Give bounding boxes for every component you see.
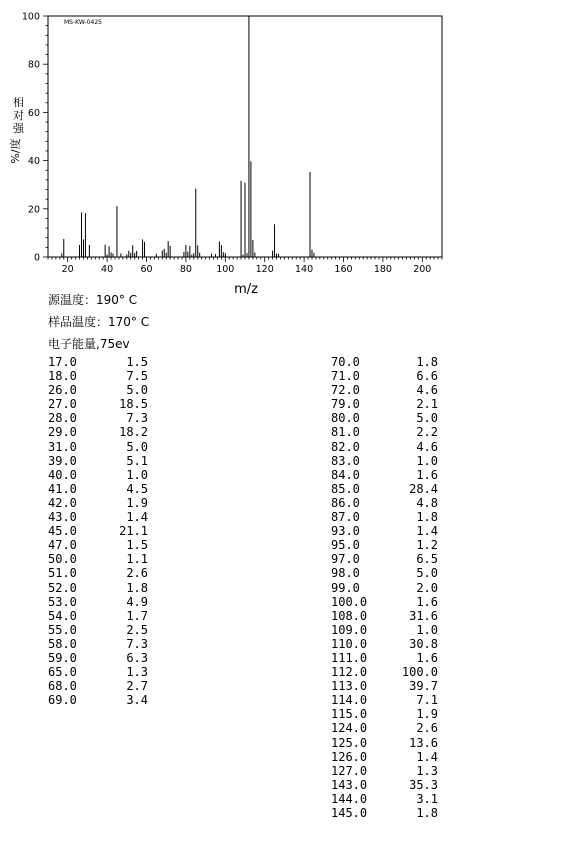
abundance-value: 2.0 [416,580,438,595]
table-row [331,792,438,806]
table-row [48,355,148,369]
mz-value: 127.0 [331,763,368,778]
peak-table-left [48,355,148,707]
abundance-value: 1.7 [126,608,148,623]
y-axis-label-vertical: 相对强 [13,96,24,135]
mz-value: 99.0 [331,580,360,595]
abundance-value: 5.0 [416,566,438,581]
mz-value: 42.0 [48,495,77,510]
sample-temperature: 样品温度：170° C [48,315,150,329]
table-row [331,524,438,538]
abundance-value: 31.6 [409,608,438,623]
abundance-value: 7.3 [126,636,148,651]
table-row [331,581,438,595]
table-row [48,651,148,665]
x-tick-label: 200 [413,264,432,275]
x-axis-label: m/z [234,282,258,297]
mz-value: 115.0 [331,707,368,722]
peak-table-right [331,355,438,820]
table-row [331,369,438,383]
table-row [48,609,148,623]
table-row [331,397,438,411]
mass-spectrum-chart [0,0,570,300]
mz-value: 31.0 [48,439,77,454]
mz-value: 114.0 [331,693,368,708]
abundance-value: 2.5 [126,622,148,637]
y-tick-label: 20 [27,204,40,216]
mz-value: 71.0 [331,369,360,384]
abundance-value: 1.1 [126,552,148,567]
mz-value: 39.0 [48,453,77,468]
table-row [48,693,148,707]
table-row [331,750,438,764]
mz-value: 41.0 [48,481,77,496]
table-row [331,736,438,750]
abundance-value: 1.9 [416,707,438,722]
abundance-value: 100.0 [401,665,438,680]
abundance-value: 1.5 [126,355,148,369]
table-row [331,454,438,468]
mz-value: 86.0 [331,495,360,510]
abundance-value: 4.6 [416,383,438,398]
abundance-value: 1.3 [126,665,148,680]
table-row [48,566,148,580]
abundance-value: 21.1 [119,524,148,539]
table-row [331,468,438,482]
table-row [331,693,438,707]
mz-value: 125.0 [331,735,368,750]
mz-value: 82.0 [331,439,360,454]
table-row [331,637,438,651]
table-row [48,679,148,693]
table-row [48,369,148,383]
abundance-value: 1.3 [416,763,438,778]
table-row [48,595,148,609]
table-row [331,623,438,637]
chart-ticks [22,12,442,276]
mz-value: 52.0 [48,580,77,595]
abundance-value: 1.6 [416,594,438,609]
abundance-value: 2.6 [416,721,438,736]
mz-value: 43.0 [48,510,77,525]
table-row [48,454,148,468]
abundance-value: 7.5 [126,369,148,384]
mz-value: 93.0 [331,524,360,539]
mz-value: 111.0 [331,650,368,665]
mz-value: 144.0 [331,791,368,806]
abundance-value: 4.6 [416,439,438,454]
mz-value: 54.0 [48,608,77,623]
abundance-value: 4.9 [126,594,148,609]
abundance-value: 1.0 [416,453,438,468]
abundance-value: 18.2 [119,425,148,440]
abundance-value: 3.4 [126,693,148,708]
mz-value: 97.0 [331,552,360,567]
abundance-value: 2.7 [126,679,148,694]
mz-value: 72.0 [331,383,360,398]
table-row [331,383,438,397]
table-row [331,806,438,820]
table-row [48,623,148,637]
abundance-value: 5.0 [126,439,148,454]
mz-value: 27.0 [48,397,77,412]
abundance-value: 1.4 [416,749,438,764]
mz-value: 110.0 [331,636,368,651]
mz-value: 28.0 [48,411,77,426]
abundance-value: 1.8 [416,355,438,369]
chart-peaks [62,16,314,257]
y-tick-label: 0 [33,252,40,264]
abundance-value: 1.5 [126,538,148,553]
mz-value: 126.0 [331,749,368,764]
table-row [48,538,148,552]
x-tick-label: 160 [334,264,353,275]
mz-value: 29.0 [48,425,77,440]
abundance-value: 1.6 [416,467,438,482]
abundance-value: 35.3 [409,777,438,792]
mz-value: 45.0 [48,524,77,539]
x-tick-label: 60 [140,264,153,275]
table-row [48,383,148,397]
y-axis-label: %/度 [9,138,22,164]
mz-value: 79.0 [331,397,360,412]
abundance-value: 1.6 [416,650,438,665]
mz-value: 112.0 [331,665,368,680]
table-row [331,552,438,566]
abundance-value: 1.0 [126,467,148,482]
abundance-value: 13.6 [409,735,438,750]
x-tick-label: 80 [179,264,192,275]
table-row [48,468,148,482]
table-row [331,482,438,496]
abundance-value: 2.6 [126,566,148,581]
mz-value: 81.0 [331,425,360,440]
x-tick-label: 180 [373,264,392,275]
table-row [48,665,148,679]
abundance-value: 1.4 [416,524,438,539]
mz-value: 95.0 [331,538,360,553]
mz-value: 50.0 [48,552,77,567]
table-row [331,566,438,580]
mz-value: 80.0 [331,411,360,426]
abundance-value: 1.8 [126,580,148,595]
abundance-value: 1.0 [416,622,438,637]
mz-value: 65.0 [48,665,77,680]
table-row [331,595,438,609]
table-row [331,651,438,665]
abundance-value: 5.0 [416,411,438,426]
abundance-value: 6.5 [416,552,438,567]
abundance-value: 28.4 [409,481,438,496]
table-row [331,510,438,524]
table-row [48,552,148,566]
table-row [331,778,438,792]
abundance-value: 7.3 [126,411,148,426]
mz-value: 108.0 [331,608,368,623]
table-row [331,707,438,721]
abundance-value: 1.8 [416,806,438,820]
abundance-value: 1.9 [126,495,148,510]
abundance-value: 6.6 [416,369,438,384]
mz-value: 47.0 [48,538,77,553]
table-row [48,425,148,439]
abundance-value: 2.2 [416,425,438,440]
sample-id-label: MS-KW-0425 [64,19,102,26]
abundance-value: 5.1 [126,453,148,468]
mz-value: 145.0 [331,806,368,820]
x-tick-label: 140 [295,264,314,275]
mz-value: 69.0 [48,693,77,708]
abundance-value: 4.5 [126,481,148,496]
table-row [331,721,438,735]
abundance-value: 6.3 [126,650,148,665]
table-row [48,524,148,538]
mz-value: 58.0 [48,636,77,651]
x-tick-label: 20 [61,264,74,275]
mz-value: 143.0 [331,777,368,792]
mz-value: 55.0 [48,622,77,637]
abundance-value: 5.0 [126,383,148,398]
table-row [48,496,148,510]
table-row [331,679,438,693]
x-tick-label: 100 [216,264,235,275]
abundance-value: 1.2 [416,538,438,553]
mz-value: 40.0 [48,467,77,482]
abundance-value: 4.8 [416,495,438,510]
mz-value: 68.0 [48,679,77,694]
mz-value: 113.0 [331,679,368,694]
abundance-value: 2.1 [416,397,438,412]
electron-energy: 电子能量,75ev [48,337,130,351]
table-row [48,397,148,411]
abundance-value: 1.8 [416,510,438,525]
table-row [331,538,438,552]
abundance-value: 7.1 [416,693,438,708]
table-row [48,411,148,425]
y-tick-label: 40 [27,156,40,168]
mz-value: 18.0 [48,369,77,384]
table-row [331,764,438,778]
abundance-value: 39.7 [409,679,438,694]
abundance-value: 18.5 [119,397,148,412]
table-row [48,482,148,496]
table-row [331,440,438,454]
mz-value: 109.0 [331,622,368,637]
x-tick-label: 40 [101,264,114,275]
table-row [48,637,148,651]
y-tick-label: 60 [27,107,40,119]
mz-value: 98.0 [331,566,360,581]
table-row [48,510,148,524]
table-row [48,581,148,595]
abundance-value: 1.4 [126,510,148,525]
table-row [331,665,438,679]
mz-value: 84.0 [331,467,360,482]
mz-value: 26.0 [48,383,77,398]
source-temperature: 源温度：190° C [48,293,138,307]
table-row [331,609,438,623]
y-tick-label: 80 [27,59,40,71]
mz-value: 17.0 [48,355,77,369]
table-row [331,355,438,369]
mz-value: 87.0 [331,510,360,525]
x-tick-label: 120 [255,264,274,275]
mz-value: 59.0 [48,650,77,665]
table-row [331,411,438,425]
abundance-value: 3.1 [416,791,438,806]
y-tick-label: 100 [21,11,40,23]
mz-value: 53.0 [48,594,77,609]
abundance-value: 30.8 [409,636,438,651]
mz-value: 51.0 [48,566,77,581]
mz-value: 70.0 [331,355,360,369]
mz-value: 124.0 [331,721,368,736]
mz-value: 85.0 [331,481,360,496]
mz-value: 100.0 [331,594,368,609]
mz-value: 83.0 [331,453,360,468]
table-row [48,440,148,454]
table-row [331,496,438,510]
table-row [331,425,438,439]
